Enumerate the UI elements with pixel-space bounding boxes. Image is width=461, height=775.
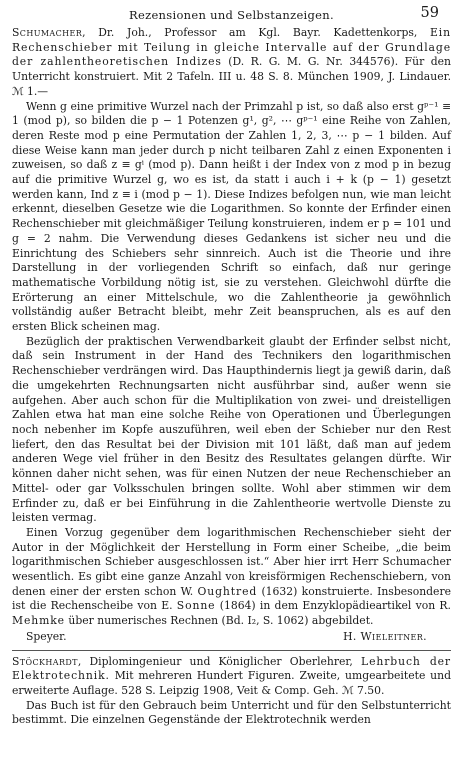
person-name: Mehmke bbox=[12, 614, 65, 628]
text-span: Einen Vorzug gegenüber dem logarithmischen Rechenschieber sieht der Autor in der Möglichkeit der Herstellung in Form einer Scheibe, „die beim logarithmischen Schieber ausgeschlossen ist.“ Aber hier irrt Herr Schumacher wesentlich. Es gibt eine ganze Anzahl von kreisförmigen Rechenschiebern, von denen einer der ersten schon W. bbox=[12, 525, 451, 598]
review-stoeckhardt bbox=[12, 655, 451, 729]
text-span: (1864) in dem Enzyklopädieartikel von R. bbox=[215, 599, 451, 613]
review-paragraph: Das Buch ist für den Gebrauch beim Unterricht und für den Selbstunterricht bestimmt. Die einzelnen Gegenstände der Elektrotechnik werden bbox=[12, 698, 451, 727]
author-details: , Dr. Joh., Professor am Kgl. Bayr. Kadettenkorps, bbox=[82, 26, 430, 39]
text-span: (1632) konstruierte. Insbesondere ist die Rechenscheibe von E. bbox=[12, 584, 451, 613]
book-title: Ein Rechenschieber mit Teilung in gleiche Intervalle auf der Grundlage der zahlentheoretischen Indizes bbox=[12, 26, 451, 69]
text-span: über numerisches Rechnen (Bd. I₂, S. 1062) abgebildet. bbox=[64, 614, 374, 628]
review-schumacher bbox=[12, 26, 451, 645]
publication-details: Mit mehreren Hundert Figuren. Zweite, umgearbeitete und erweiterte Auflage. 528 S. Leipzig 1908, Veit & Comp. Geh. ℳ 7.50. bbox=[12, 669, 451, 697]
review-paragraph bbox=[12, 526, 451, 629]
page-number: 59 bbox=[420, 5, 439, 21]
reviewer-name: H. Wieleitner. bbox=[343, 629, 427, 643]
person-name: Oughtred bbox=[197, 584, 258, 598]
review-signature bbox=[12, 630, 451, 645]
author-details: , Diplomingenieur und Königlicher Oberlehrer, bbox=[77, 654, 362, 668]
place: Speyer. bbox=[26, 629, 67, 643]
running-head: Rezensionen und Selbstanzeigen. bbox=[129, 8, 334, 22]
bibliographic-entry bbox=[12, 655, 451, 699]
page-header bbox=[12, 0, 451, 26]
publication-details: (D. R. G. M. G. Nr. 344576). Für den Unterricht konstruiert. Mit 2 Tafeln. III u. 48 S. 8. München 1909, J. Lindauer. ℳ 1.— bbox=[12, 55, 451, 98]
bibliographic-entry bbox=[12, 26, 451, 100]
author-name: Schumacher bbox=[12, 26, 83, 39]
review-paragraph: Wenn g eine primitive Wurzel nach der Primzahl p ist, so daß also erst gᵖ⁻¹ ≡ 1 (mod p), so bilden die p − 1 Potenzen g¹, g², ⋯ gᵖ⁻¹ eine Reihe von Zahlen, deren Reste mod p eine Permutation der Zahlen 1, 2, 3, ⋯ p − 1 bilden. Auf diese Weise kann man jeder durch p nicht teilbaren Zahl z einen Exponenten i zuweisen, so daß z ≡ gⁱ (mod p). Dann heißt i der Index von z mod p in bezug auf die primitive Wurzel g, wo es ist, da statt i auch i + k (p − 1) gesetzt werden kann, Ind z ≡ i (mod p − 1). Diese Indizes befolgen nun, wie man leicht erkennt, dieselben Gesetze wie die Logarithmen. So konnte der Erfinder einen Rechenschieber mit gleichmäßiger Teilung konstruieren, indem er p = 101 und g = 2 nahm. Die Verwendung dieses Gedankens ist sicher neu und die Einrichtung des Schiebers sehr sinnreich. Auch ist die Theorie und ihre Darstellung in der vorliegenden Schrift so einfach, daß nur geringe mathematische Vorbildung nötig ist, sie zu verstehen. Gleichwohl dürfte die Erörterung an einer Mittelschule, wo die Zahlentheorie ja gewöhnlich vollständig außer Betracht bleibt, mehr Zeit beanspruchen, als es auf den ersten Blick scheinen mag. bbox=[12, 99, 451, 334]
author-name: Stöckhardt bbox=[12, 654, 78, 668]
book-title: Lehrbuch der Elektrotechnik. bbox=[12, 654, 451, 683]
divider bbox=[12, 650, 451, 651]
review-paragraph: Bezüglich der praktischen Verwendbarkeit glaubt der Erfinder selbst nicht, daß sein Instrument in der Hand des Technikers den logarithmischen Rechenschieber verdrängen wird. Das Haupthindernis liegt ja gewiß darin, daß die umgekehrten Rechnungsarten nicht ausführbar sind, außer wenn sie aufgehen. Aber auch schon für die Multiplikation von zwei- und dreistelligen Zahlen etwa hat man eine solche Reihe von Operationen und Überlegungen noch nebenher im Kopfe auszuführen, weil eben der Schieber nur den Rest liefert, den das Resultat bei der Division mit 101 läßt, daß man auf jedem anderen Wege viel früher in den Besitz des Resultates gelangen dürfte. Wir können daher nicht sehen, was für einen Nutzen der neue Rechenschieber an Mittel- oder gar Volksschulen bringen sollte. Wohl aber stimmen wir dem Erfinder zu, daß er bei Einführung in die Zahlentheorie wertvolle Dienste zu leisten vermag. bbox=[12, 334, 451, 525]
person-name: Sonne bbox=[176, 599, 216, 613]
